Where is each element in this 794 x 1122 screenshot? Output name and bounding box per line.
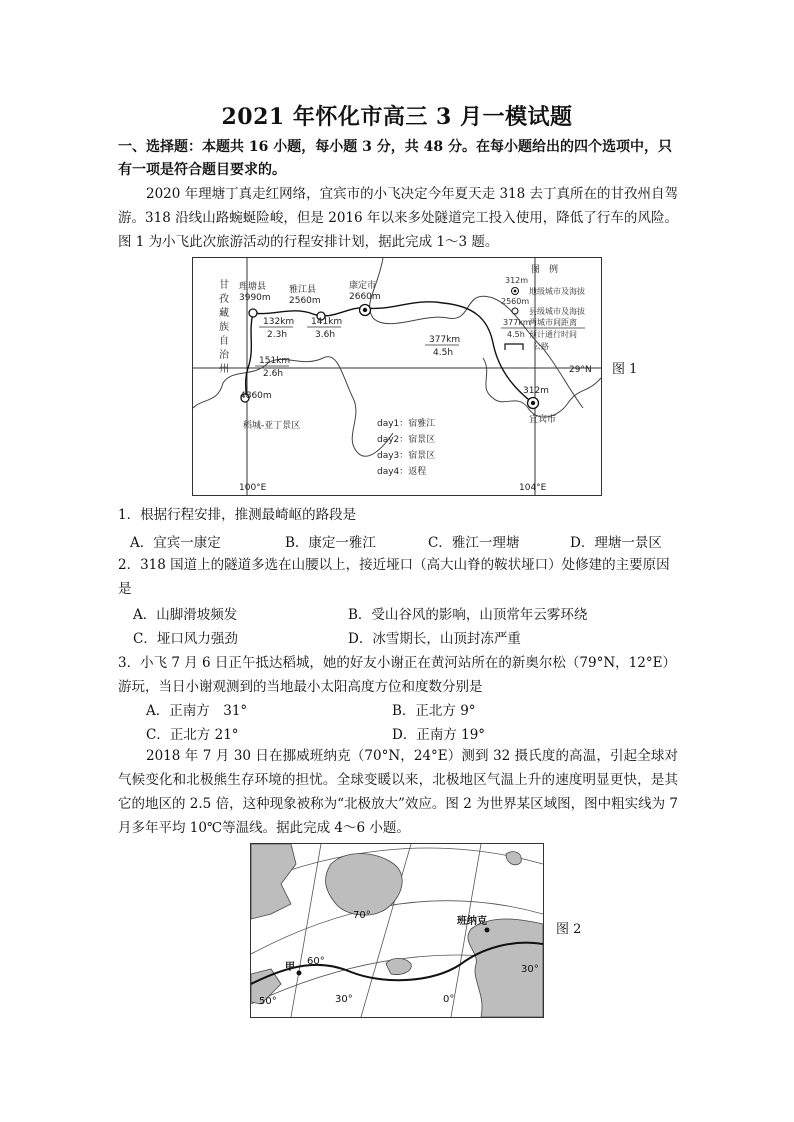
segment-dist: 132km	[263, 317, 295, 327]
segment-time: 3.6h	[315, 330, 336, 340]
yibin-name: 宜宾市	[529, 415, 557, 425]
schedule-item: day2：宿景区	[377, 435, 436, 445]
province-char: 甘	[219, 280, 229, 291]
legend-title: 图 例	[531, 265, 559, 275]
daocheng-name: 稻城-亚丁景区	[243, 421, 301, 431]
section-heading: 一、选择题：本题共 16 小题，每小题 3 分，共 48 分。在每小题给出的四个选项中，只有一项是符合题目要求的。	[118, 139, 672, 178]
legend-text: 两城市间距离	[529, 318, 577, 327]
segment-dist: 377km	[429, 335, 461, 345]
legend-value: 4.5h	[507, 330, 525, 339]
question-1-option-d[interactable]: D．理塘一景区	[570, 535, 662, 551]
legend-text: 预计通行时间	[529, 330, 577, 339]
passage-2: 2018 年 7 月 30 日在挪威班纳克（70°N，24°E）测到 32 摄氏度的高温，引起全球对气候变化和北极熊生存环境的担忧。全球变暖以来，北极地区气温上升的速度明显更快，是其它的地区的 2.5 倍，这种现象被称为“北极放大”效应。图 2 为世界某区域图，图中粗实线为 7 月多年平均 10℃等温线。据此完成 4～6 小题。	[118, 748, 678, 836]
question-1-option-a[interactable]: A．宜宾一康定	[130, 535, 221, 551]
segment-time: 2.3h	[267, 330, 288, 340]
point-jia-label: 甲	[285, 962, 295, 973]
litang-alt: 3990m	[239, 293, 271, 303]
litang-marker	[249, 309, 257, 317]
question-3-option-a[interactable]: A．正南方 31°	[146, 703, 248, 719]
lat-label: 60°	[307, 956, 325, 967]
province-char: 治	[219, 350, 229, 361]
legend-road-icon	[505, 344, 523, 350]
question-3-option-b[interactable]: B．正北方 9°	[392, 703, 476, 719]
longitude-label: 104°E	[519, 483, 547, 493]
figure-1-map	[192, 257, 602, 496]
schedule-item: day3：宿景区	[377, 451, 436, 461]
question-1-stem: 1．根据行程安排，推测最崎岖的路段是	[118, 507, 357, 523]
question-1-option-b[interactable]: B．康定一雅江	[285, 535, 376, 551]
figure-2-map	[250, 843, 544, 1018]
legend-value: 2560m	[501, 297, 530, 306]
province-char: 州	[219, 364, 229, 375]
legend-county-icon	[512, 308, 518, 314]
lon-label: 30°	[335, 994, 353, 1005]
province-char: 孜	[219, 294, 229, 305]
schedule-item: day1：宿雅江	[377, 419, 436, 429]
litang-name: 理塘县	[239, 282, 267, 292]
legend-text: 地级城市及海拔	[529, 287, 585, 296]
legend-text: 公路	[533, 342, 549, 351]
figure-1-label: 图 1	[612, 362, 638, 377]
yajiang-name: 雅江县	[289, 285, 317, 295]
lat-label: 70°	[353, 910, 371, 921]
segment-time: 2.6h	[263, 369, 284, 379]
question-2-option-a[interactable]: A．山脚滑坡频发	[133, 607, 238, 623]
lon-label: 50°	[259, 996, 277, 1007]
segment-dist: 151km	[259, 356, 291, 366]
longitude-label: 100°E	[239, 483, 267, 493]
daocheng-alt: 4860m	[240, 391, 272, 401]
question-3-option-d[interactable]: D．正南方 19°	[392, 727, 486, 743]
figure-1-svg	[193, 258, 601, 495]
legend-value: 377km	[503, 318, 531, 327]
question-2-option-b[interactable]: B．受山谷风的影响，山顶常年云雾环绕	[348, 607, 588, 623]
kangding-alt: 2660m	[349, 292, 381, 302]
bannak-point	[485, 928, 490, 933]
yajiang-alt: 2560m	[289, 296, 321, 306]
segment-time: 4.5h	[433, 348, 454, 358]
province-char: 自	[219, 336, 229, 347]
route-road-south	[245, 313, 253, 398]
legend-text: 县级城市及海拔	[529, 307, 585, 316]
page-title: 2021 年怀化市高三 3 月一模试题	[221, 104, 573, 130]
yibin-alt: 312m	[523, 386, 549, 396]
figure-2-svg	[251, 844, 543, 1017]
legend-city-icon-dot	[514, 290, 517, 293]
kangding-marker-dot	[363, 308, 367, 312]
bannak-label: 班纳克	[457, 916, 487, 927]
schedule-item: day4：返程	[377, 467, 427, 477]
question-3-option-c[interactable]: C．正北方 21°	[146, 727, 239, 743]
landmass-iceland	[386, 958, 411, 974]
point-jia	[297, 971, 302, 976]
legend-value: 312m	[505, 276, 529, 285]
question-3-stem: 3．小飞 7 月 6 日正午抵达稻城，她的好友小谢正在黄河站所在的新奥尔松（79°N，12°E）游玩，当日小谢观测到的当地最小太阳高度方位和度数分别是	[118, 655, 676, 695]
question-2-option-c[interactable]: C．垭口风力强劲	[133, 631, 238, 647]
latitude-label: 29°N	[569, 365, 592, 375]
route-road	[253, 302, 533, 403]
segment-dist: 141km	[311, 317, 343, 327]
kangding-name: 康定市	[349, 281, 377, 291]
passage-1: 2020 年理塘丁真走红网络，宜宾市的小飞决定今年夏天走 318 去丁真所在的甘孜州自驾游。318 沿线山路蜿蜒险峻，但是 2016 年以来多处隧道完工投入使用，降低了行车的风险。图 1 为小飞此次旅游活动的行程安排计划，据此完成 1～3 题。	[118, 186, 678, 250]
province-char: 藏	[219, 308, 229, 319]
yibin-marker-dot	[531, 401, 535, 405]
question-1-option-c[interactable]: C．雅江一理塘	[428, 535, 520, 551]
lon-label: 30°	[521, 964, 539, 975]
question-2-option-d[interactable]: D．冰雪期长，山顶封冻严重	[348, 631, 521, 647]
question-2-stem: 2．318 国道上的隧道多选在山腰以上，接近垭口（高大山脊的鞍状垭口）处修建的主要原因是	[118, 557, 670, 597]
figure-2-label: 图 2	[556, 922, 582, 937]
province-char: 族	[219, 322, 229, 333]
lon-label: 0°	[443, 994, 455, 1005]
